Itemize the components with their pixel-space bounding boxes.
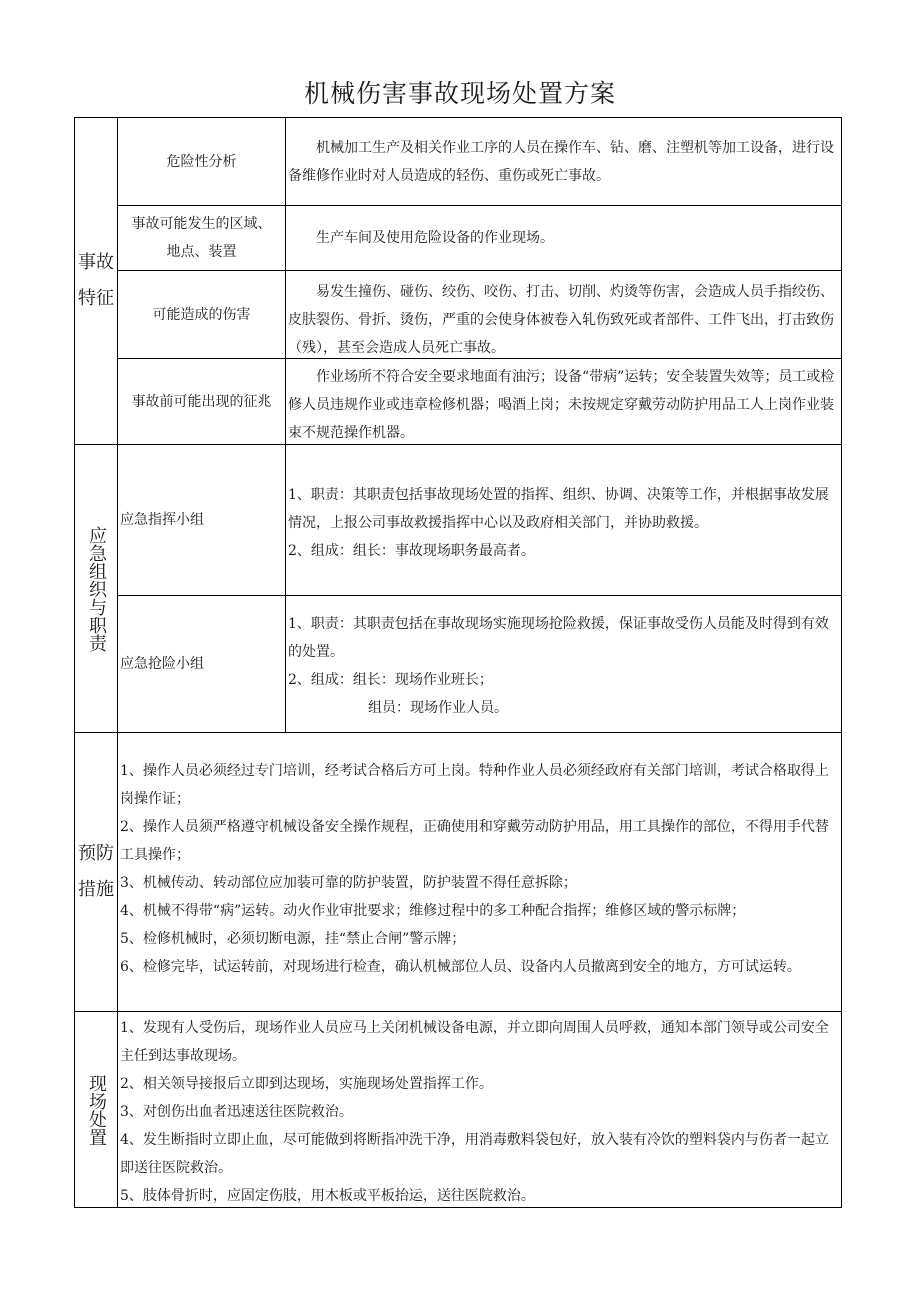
section-label-vertical: 应急组织与职责 — [86, 525, 107, 652]
list-item: 5、检修机械时，必须切断电源，挂“禁止合闸”警示牌； — [120, 931, 466, 947]
section-label-line: 事故 — [78, 252, 114, 273]
row-content-hazard-analysis: 机械加工生产及相关作业工序的人员在操作车、钻、磨、注塑机等加工设备，进行设备维修作业时对人员造成的轻伤、重伤或死亡事故。 — [288, 140, 834, 184]
section-accident-features-label — [75, 118, 117, 444]
prevention-measures-list — [118, 757, 840, 1011]
list-item: 2、相关领导接报后立即到达现场，实施现场处置指挥工作。 — [120, 1076, 493, 1092]
duty-line: 1、职责：其职责包括事故现场处置的指挥、组织、协调、决策等工作，并根据事故发展情况，上报公司事故救援指挥中心以及政府相关部门，并协助救援。 — [288, 487, 829, 531]
section-prevention-label — [75, 733, 117, 1011]
duty-line: 2、组成：组长：事故现场职务最高者。 — [288, 543, 535, 559]
list-item: 4、发生断指时立即止血，尽可能做到将断指冲洗干净，用消毒敷料袋包好，放入装有冷饮的塑料袋内与伤者一起立即送往医院救治。 — [120, 1132, 829, 1176]
row-label-hazard-analysis: 危险性分析 — [166, 153, 237, 170]
duty-line: 2、组成：组长：现场作业班长； — [288, 672, 493, 688]
section-onsite-handling-label — [75, 1012, 117, 1207]
row-label-rescue-group: 应急抢险小组 — [120, 656, 204, 672]
row-label-possible-area — [118, 206, 285, 270]
duty-line: 组员：现场作业人员。 — [368, 700, 508, 716]
section-label-vertical: 现场处置 — [86, 1073, 107, 1146]
list-item: 1、发现有人受伤后，现场作业人员应马上关闭机械设备电源，并立即向周围人员呼救，通知本部门领导或公司安全主任到达事故现场。 — [120, 1020, 829, 1064]
row-content-command-group — [286, 481, 840, 591]
row-content-possible-injury: 易发生撞伤、碰伤、绞伤、咬伤、打击、切削、灼烫等伤害，会造成人员手指绞伤、皮肤裂伤、骨折、烫伤，严重的会使身体被卷入轧伤致死或者部件、工件飞出，打击致伤（残），甚至会造成人员死亡事故。 — [288, 284, 834, 356]
row-content-warning-signs: 作业场所不符合安全要求地面有油污；设备“带病”运转；安全装置失效等；员工或检修人员违规作业或违章检修机器；喝酒上岗；未按规定穿戴劳动防护用品工人上岗作业装束不规范操作机器。 — [288, 369, 835, 441]
list-item: 5、肢体骨折时，应固定伤肢，用木板或平板抬运，送往医院救治。 — [120, 1188, 535, 1204]
section-label-line: 预防 — [78, 843, 114, 864]
onsite-handling-list — [118, 1014, 840, 1207]
row-label-line: 地点、装置 — [166, 244, 237, 260]
row-label-warning-signs: 事故前可能出现的征兆 — [131, 393, 272, 410]
list-item: 3、机械传动、转动部位应加装可靠的防护装置，防护装置不得任意拆除； — [120, 875, 577, 891]
list-item: 1、操作人员必须经过专门培训，经考试合格后方可上岗。特种作业人员必须经政府有关部门培训，考试合格取得上岗操作证； — [120, 763, 829, 807]
row-content-possible-area: 生产车间及使用危险设备的作业现场。 — [316, 230, 554, 246]
row-content-rescue-group — [286, 610, 840, 730]
list-item: 4、机械不得带“病”运转。动火作业审批要求；维修过程中的多工种配合指挥；维修区域的警示标牌； — [120, 903, 746, 919]
list-item: 3、对创伤出血者迅速送往医院救治。 — [120, 1104, 353, 1120]
list-item: 2、操作人员须严格遵守机械设备安全操作规程，正确使用和穿戴劳动防护用品，用工具操作的部位，不得用手代替工具操作； — [120, 819, 829, 863]
section-label-line: 措施 — [78, 879, 114, 900]
document-title: 机械伤害事故现场处置方案 — [303, 79, 616, 108]
section-emergency-org-label — [75, 445, 117, 732]
row-label-command-group: 应急指挥小组 — [120, 512, 204, 528]
row-label-possible-injury: 可能造成的伤害 — [152, 306, 251, 323]
duty-line: 1、职责：其职责包括在事故现场实施现场抢险救援，保证事故受伤人员能及时得到有效的处置。 — [288, 616, 829, 660]
section-label-line: 特征 — [78, 288, 114, 309]
list-item: 6、检修完毕，试运转前，对现场进行检查，确认机械部位人员、设备内人员撤离到安全的地方，方可试运转。 — [120, 959, 801, 975]
row-label-line: 事故可能发生的区域、 — [131, 216, 272, 232]
